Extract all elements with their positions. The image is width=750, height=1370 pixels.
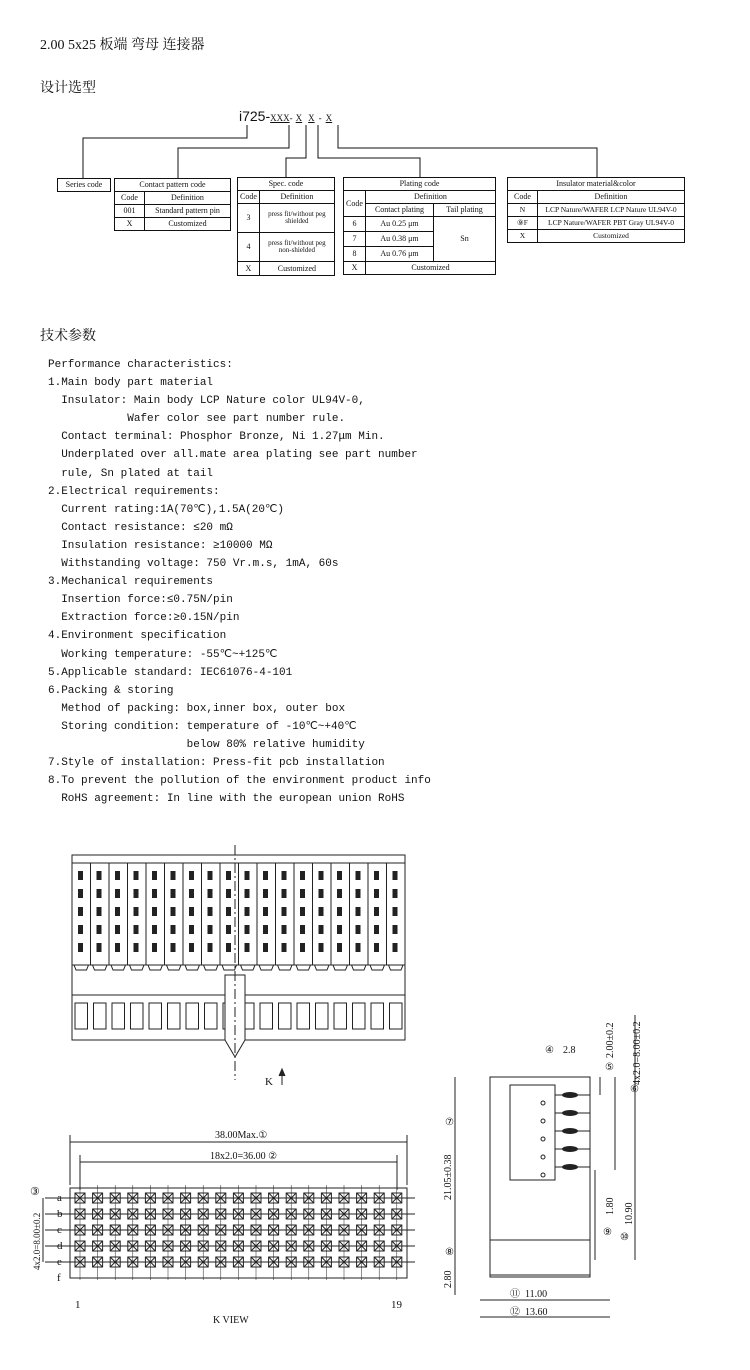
pin-contact bbox=[245, 925, 250, 934]
performance-line: Extraction force:≥0.15N/pin bbox=[48, 612, 240, 625]
dim-overall: 38.00Max.① bbox=[215, 1130, 268, 1141]
part-number-prefix: i725- bbox=[239, 108, 271, 124]
pin-contact bbox=[337, 871, 342, 880]
pin-contact bbox=[78, 925, 83, 934]
performance-line: 4.Environment specification bbox=[48, 630, 227, 643]
pin-contact bbox=[282, 907, 287, 916]
performance-line: 7.Style of installation: Press-fit pcb installation bbox=[48, 757, 385, 770]
side-contact bbox=[562, 1146, 578, 1152]
pin-contact bbox=[152, 871, 157, 880]
pin-contact bbox=[152, 925, 157, 934]
pin-contact bbox=[374, 889, 379, 898]
performance-line: 2.Electrical requirements: bbox=[48, 485, 220, 498]
pin-contact bbox=[300, 925, 305, 934]
pin-contact bbox=[152, 889, 157, 898]
pin-contact bbox=[300, 943, 305, 952]
performance-line: 1.Main body part material bbox=[48, 377, 214, 390]
spec-head-code: Code bbox=[238, 191, 260, 204]
part-number-sep: - bbox=[289, 113, 293, 123]
left-dim-label: 4x2.0=8.00±0.2 bbox=[32, 1212, 42, 1270]
part-number-seg-spec: X bbox=[295, 113, 303, 123]
insulator-title: Insulator material&color bbox=[508, 178, 685, 191]
pin-contact bbox=[337, 925, 342, 934]
pin-contact bbox=[226, 925, 231, 934]
plating-row-code: 6 bbox=[344, 217, 366, 232]
pin-contact bbox=[78, 943, 83, 952]
plating-custom-code: X bbox=[344, 262, 366, 275]
circle-5: ⑤ bbox=[605, 1062, 614, 1073]
side-view-body bbox=[455, 1015, 635, 1317]
side-contact bbox=[562, 1110, 578, 1116]
series-code-box bbox=[57, 178, 111, 192]
pin-contact bbox=[374, 907, 379, 916]
circle-8: ⑧ bbox=[445, 1247, 454, 1258]
performance-line: below 80% relative humidity bbox=[48, 738, 365, 751]
performance-line: Underplated over all.mate area plating see part number bbox=[48, 449, 418, 462]
pin-contact bbox=[263, 943, 268, 952]
insulator-row-code: N bbox=[508, 204, 538, 217]
dim-21-05: 21.05±0.38 bbox=[443, 1154, 454, 1200]
pin-contact bbox=[115, 907, 120, 916]
performance-line: 8.To prevent the pollution of the environment product info bbox=[48, 775, 431, 788]
pin-contact bbox=[337, 943, 342, 952]
performance-line: Current rating:1A(70℃),1.5A(20℃) bbox=[48, 503, 284, 516]
pin-contact bbox=[189, 871, 194, 880]
pin-contact bbox=[171, 889, 176, 898]
row-label: b bbox=[57, 1208, 63, 1220]
spec-row-def-line: press fit/without peg bbox=[268, 210, 326, 218]
pin-contact bbox=[263, 871, 268, 880]
plating-row-code: 8 bbox=[344, 247, 366, 262]
dim-2-80: 2.80 bbox=[443, 1270, 454, 1288]
contact-pattern-title: Contact pattern code bbox=[115, 179, 231, 192]
pin-contact bbox=[208, 943, 213, 952]
insulator-row-def: Customized bbox=[538, 230, 685, 243]
front-view-drawing bbox=[60, 845, 420, 1085]
performance-line: Method of packing: box,inner box, outer box bbox=[48, 702, 346, 715]
plating-tail: Sn bbox=[434, 217, 496, 262]
k-label: K bbox=[265, 1076, 273, 1085]
contact-row-code: 001 bbox=[115, 205, 145, 218]
pin-contact bbox=[171, 925, 176, 934]
row-label: d bbox=[57, 1240, 63, 1252]
dim-10-90: 10.90 bbox=[624, 1202, 635, 1225]
pin-contact bbox=[282, 871, 287, 880]
pin-contact bbox=[97, 943, 102, 952]
circle-12: ⑫ bbox=[510, 1307, 520, 1318]
dim-8-00: 4x2.0=8.00±0.2 bbox=[632, 1021, 643, 1085]
contact-pattern-table bbox=[114, 178, 231, 231]
pin-contact bbox=[393, 889, 398, 898]
contact-row-def: Customized bbox=[145, 218, 231, 231]
pin-contact bbox=[171, 907, 176, 916]
plating-head-contact: Contact plating bbox=[366, 204, 434, 217]
pin-contact bbox=[374, 871, 379, 880]
pin-contact bbox=[245, 871, 250, 880]
performance-line: Wafer color see part number rule. bbox=[48, 413, 346, 426]
part-number-seg-contact: XXX bbox=[270, 113, 290, 123]
plating-code-table bbox=[343, 177, 496, 275]
pin-contact bbox=[374, 925, 379, 934]
pin-contact bbox=[115, 925, 120, 934]
pin-contact bbox=[356, 889, 361, 898]
row-label: a bbox=[57, 1192, 62, 1204]
pin-contact bbox=[134, 943, 139, 952]
pin-contact bbox=[356, 943, 361, 952]
performance-line: Contact resistance: ≤20 mΩ bbox=[48, 521, 233, 534]
insulator-row-def: LCP Nature/WAFER PBT Gray UL94V-0 bbox=[538, 217, 685, 230]
performance-line: Insulator: Main body LCP Nature color UL94V-0, bbox=[48, 395, 365, 408]
plating-row-contact: Au 0.38 μm bbox=[366, 232, 434, 247]
col-start-label: 1 bbox=[75, 1299, 81, 1311]
section-design-heading: 设计选型 bbox=[40, 81, 96, 96]
performance-line: RoHS agreement: In line with the european union RoHS bbox=[48, 793, 405, 806]
pin-contact bbox=[115, 871, 120, 880]
row-label: c bbox=[57, 1224, 62, 1236]
pin-contact bbox=[300, 871, 305, 880]
pin-contact bbox=[356, 925, 361, 934]
view-label: K VIEW bbox=[213, 1315, 249, 1326]
circle-7: ⑦ bbox=[445, 1117, 454, 1128]
pin-contact bbox=[393, 943, 398, 952]
contact-head-code: Code bbox=[115, 192, 145, 205]
pin-contact bbox=[226, 907, 231, 916]
pin-contact bbox=[282, 889, 287, 898]
plating-row-contact: Au 0.76 μm bbox=[366, 247, 434, 262]
pin-contact bbox=[337, 907, 342, 916]
side-contact bbox=[562, 1164, 578, 1170]
dim-1-80: 1.80 bbox=[605, 1197, 616, 1215]
circle-9: ⑨ bbox=[603, 1227, 612, 1238]
insulator-head-def: Definition bbox=[538, 191, 685, 204]
pin-contact bbox=[300, 907, 305, 916]
pin-contact bbox=[171, 943, 176, 952]
pin-contact bbox=[263, 925, 268, 934]
performance-line: rule, Sn plated at tail bbox=[48, 467, 214, 480]
pin-contact bbox=[208, 907, 213, 916]
page-title: 2.00 5x25 板端 弯母 连接器 bbox=[40, 38, 205, 53]
pin-contact bbox=[171, 871, 176, 880]
insulator-table bbox=[507, 177, 685, 243]
left-circle-label: ③ bbox=[30, 1186, 40, 1198]
pin-contact bbox=[189, 943, 194, 952]
performance-line: 6.Packing & storing bbox=[48, 684, 174, 697]
row-label: f bbox=[57, 1272, 61, 1284]
part-number-sep: - bbox=[318, 113, 322, 123]
insulator-row-code-text: F bbox=[523, 218, 528, 228]
side-view-drawing bbox=[435, 995, 650, 1325]
spec-row-def bbox=[259, 204, 334, 233]
performance-line: Performance characteristics: bbox=[48, 359, 233, 371]
series-code-label: Series code bbox=[58, 179, 111, 192]
pin-contact bbox=[374, 943, 379, 952]
spec-row-code: 4 bbox=[238, 233, 260, 262]
pin-contact bbox=[263, 889, 268, 898]
pin-contact bbox=[245, 907, 250, 916]
pin-contact bbox=[300, 889, 305, 898]
performance-line: 5.Applicable standard: IEC61076-4-101 bbox=[48, 666, 293, 679]
pin-contact bbox=[319, 925, 324, 934]
pin-contact bbox=[226, 871, 231, 880]
pin-contact bbox=[208, 871, 213, 880]
dim-2-8: 2.8 bbox=[563, 1045, 576, 1056]
spec-row-def-line: press fit/without peg bbox=[268, 239, 326, 247]
spec-code-table bbox=[237, 177, 335, 276]
pin-contact bbox=[393, 871, 398, 880]
spec-row-def bbox=[259, 233, 334, 262]
pin-contact bbox=[97, 871, 102, 880]
insulator-row-code: X bbox=[508, 230, 538, 243]
part-number-seg-insulator: X bbox=[325, 113, 333, 123]
circle-11: ⑪ bbox=[510, 1289, 520, 1300]
performance-line: 3.Mechanical requirements bbox=[48, 576, 214, 589]
pin-contact bbox=[134, 925, 139, 934]
contact-row-def: Standard pattern pin bbox=[145, 205, 231, 218]
part-number-seg-plating: X bbox=[308, 113, 315, 123]
pin-contact bbox=[245, 943, 250, 952]
pin-contact bbox=[115, 943, 120, 952]
pin-contact bbox=[78, 889, 83, 898]
pin-contact bbox=[115, 889, 120, 898]
k-view-drawing bbox=[25, 1120, 430, 1330]
pin-contact bbox=[319, 889, 324, 898]
section-tech-heading: 技术参数 bbox=[40, 329, 96, 344]
plating-custom-def: Customized bbox=[366, 262, 496, 275]
pin-contact bbox=[97, 907, 102, 916]
pin-contact bbox=[282, 943, 287, 952]
part-number-leader-lines bbox=[0, 0, 750, 200]
pin-contact bbox=[208, 889, 213, 898]
plating-title: Plating code bbox=[344, 178, 496, 191]
plating-row-code: 7 bbox=[344, 232, 366, 247]
side-contact bbox=[562, 1092, 578, 1098]
pin-contact bbox=[393, 907, 398, 916]
pin-contact bbox=[97, 925, 102, 934]
circle-4: ④ bbox=[545, 1045, 554, 1056]
pin-contact bbox=[134, 907, 139, 916]
insulator-head-code: Code bbox=[508, 191, 538, 204]
pin-contact bbox=[263, 907, 268, 916]
spec-row-def-line: shielded bbox=[285, 217, 309, 225]
pin-contact bbox=[356, 907, 361, 916]
spec-head-def: Definition bbox=[259, 191, 334, 204]
contact-head-def: Definition bbox=[145, 192, 231, 205]
front-view-body bbox=[72, 845, 405, 1085]
pin-contact bbox=[134, 871, 139, 880]
pin-contact bbox=[189, 889, 194, 898]
contact-row-code: X bbox=[115, 218, 145, 231]
pin-contact bbox=[78, 871, 83, 880]
plating-head-code: Code bbox=[344, 191, 366, 217]
pin-contact bbox=[337, 889, 342, 898]
dim-pitch: 18x2.0=36.00 ② bbox=[210, 1151, 278, 1162]
pin-contact bbox=[97, 889, 102, 898]
pin-contact bbox=[189, 925, 194, 934]
dim-11-00: 11.00 bbox=[525, 1289, 548, 1300]
pin-contact bbox=[152, 943, 157, 952]
insulator-row-def: LCP Nature/WAFER LCP Nature UL94V-0 bbox=[538, 204, 685, 217]
col-end-label: 19 bbox=[391, 1299, 402, 1311]
spec-title: Spec. code bbox=[238, 178, 335, 191]
pin-contact bbox=[282, 925, 287, 934]
pin-contact bbox=[134, 889, 139, 898]
pin-contact bbox=[356, 871, 361, 880]
pin-contact bbox=[226, 943, 231, 952]
side-contact bbox=[562, 1128, 578, 1134]
performance-text bbox=[48, 356, 431, 808]
pin-contact bbox=[319, 943, 324, 952]
spec-row-def-line: non-shielded bbox=[278, 246, 315, 254]
dim-13-60: 13.60 bbox=[525, 1307, 548, 1318]
dim-2-00: 2.00±0.2 bbox=[605, 1022, 616, 1058]
pin-contact bbox=[319, 871, 324, 880]
insulator-row-mark: ⑨ bbox=[517, 218, 524, 228]
circle-6: ⑥ bbox=[630, 1084, 639, 1095]
performance-line: Insulation resistance: ≥10000 MΩ bbox=[48, 539, 273, 552]
performance-line: Withstanding voltage: 750 Vr.m.s, 1mA, 60s bbox=[48, 558, 339, 571]
spec-row-code: 3 bbox=[238, 204, 260, 233]
pin-contact bbox=[319, 907, 324, 916]
performance-line: Insertion force:≤0.75N/pin bbox=[48, 594, 233, 607]
circle-10: ⑩ bbox=[620, 1232, 629, 1243]
pin-contact bbox=[226, 889, 231, 898]
plating-head-def: Definition bbox=[366, 191, 496, 204]
pin-contact bbox=[78, 907, 83, 916]
pin-contact bbox=[189, 907, 194, 916]
performance-line: Storing condition: temperature of -10℃~+40℃ bbox=[48, 720, 357, 733]
spec-row-def: Customized bbox=[259, 262, 334, 276]
plating-head-tail: Tail plating bbox=[434, 204, 496, 217]
pin-contact bbox=[152, 907, 157, 916]
row-label: e bbox=[57, 1256, 62, 1268]
insulator-row-code bbox=[508, 217, 538, 230]
pin-contact bbox=[208, 925, 213, 934]
performance-line: Contact terminal: Phosphor Bronze, Ni 1.27μm Min. bbox=[48, 431, 385, 444]
spec-row-code: X bbox=[238, 262, 260, 276]
performance-line: Working temperature: -55℃~+125℃ bbox=[48, 648, 278, 661]
plating-row-contact: Au 0.25 μm bbox=[366, 217, 434, 232]
pin-contact bbox=[393, 925, 398, 934]
pin-contact bbox=[245, 889, 250, 898]
